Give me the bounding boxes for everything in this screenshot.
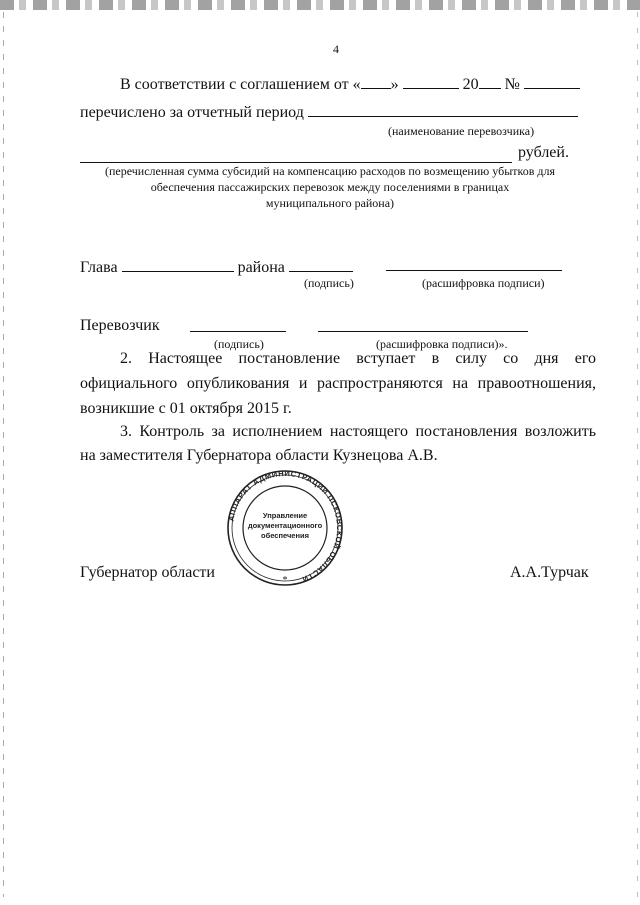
subsidy-caption [80, 163, 580, 211]
subsidy-caption-line: муниципального района) [265, 196, 395, 210]
signatory-position: Губернатор области [80, 564, 215, 581]
transfer-text: перечислено за отчетный период [80, 104, 304, 121]
day-blank [361, 74, 391, 89]
scan-edge-left [3, 12, 4, 897]
scan-edge-top [0, 0, 640, 10]
scan-edge-right [637, 12, 638, 897]
paragraph-2-line-1: 2. Настоящее постановление вступает в силу со дня его [120, 350, 596, 367]
signatory-name: А.А.Турчак [510, 564, 589, 581]
carrier-signature-blank [190, 331, 286, 332]
head-word: Глава [80, 259, 118, 276]
carrier-sign-word: Перевозчик [80, 317, 160, 334]
paragraph-3-line-2: на заместителя Губернатора области Кузнецова А.В. [80, 447, 438, 464]
head-name-blank [122, 257, 234, 272]
carrier-decode-caption: (расшифровка подписи)». [376, 337, 508, 351]
seal-star: * [282, 575, 288, 586]
page-number: 4 [333, 42, 339, 56]
carrier-blank [308, 102, 578, 117]
agreement-prefix: В соответствии с соглашением от « [120, 76, 361, 93]
agreement-number-sign: № [504, 76, 520, 93]
seal-ring-text: АППАРАТ АДМИНИСТРАЦИИ ПСКОВСКОЙ ОБЛАСТИ [226, 469, 345, 584]
head-decode-caption: (расшифровка подписи) [422, 276, 545, 290]
agreement-line [120, 74, 580, 94]
head-signature-blank [289, 257, 353, 272]
number-blank [524, 74, 580, 89]
paragraph-2-line-3: возникшие с 01 октября 2015 г. [80, 400, 292, 417]
district-word: района [237, 259, 285, 276]
seal-center-line: обеспечения [260, 531, 310, 540]
seal-center-line: Управление [262, 511, 308, 520]
transfer-line [80, 102, 578, 122]
head-sign-line [80, 257, 353, 277]
head-decode-blank [386, 270, 562, 271]
year-blank [479, 74, 501, 89]
paragraph-3-line-1: 3. Контроль за исполнением настоящего постановления возложить [120, 423, 596, 440]
amount-blank [80, 150, 512, 163]
agreement-quote-close: » [390, 76, 399, 93]
subsidy-caption-line: обеспечения пассажирских перевозок между поселениями в границах [150, 180, 510, 194]
official-seal [218, 469, 352, 587]
rubles-word: рублей. [518, 144, 569, 161]
seal-center-line: документационного [247, 521, 323, 530]
carrier-signature-caption: (подпись) [214, 337, 264, 351]
subsidy-caption-line: (перечисленная сумма субсидий на компенсацию расходов по возмещению убытков для [104, 164, 555, 178]
paragraph-2-line-2: официального опубликования и распространяются на правоотношения, [80, 375, 596, 392]
head-signature-caption: (подпись) [304, 276, 354, 290]
month-blank [403, 74, 459, 89]
agreement-year-prefix: 20 [462, 76, 479, 93]
carrier-caption: (наименование перевозчика) [388, 124, 535, 138]
carrier-decode-blank [318, 331, 528, 332]
